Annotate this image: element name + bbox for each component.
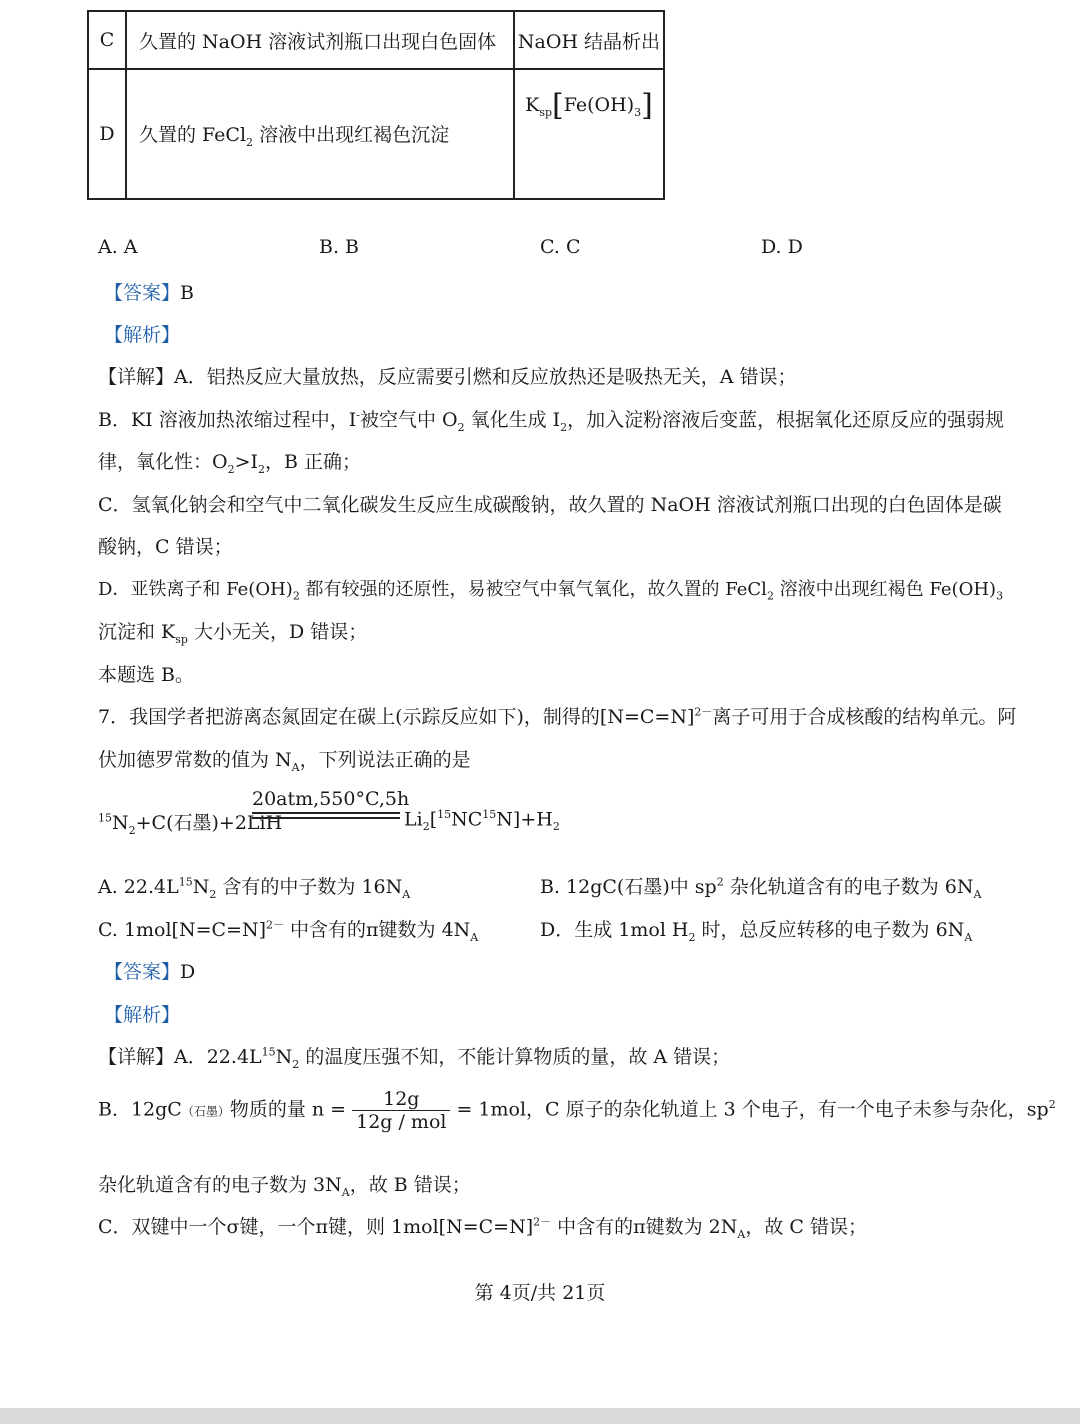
q7-choice-b <box>540 872 981 901</box>
bracket: [ <box>552 88 564 123</box>
text: N <box>192 876 210 898</box>
text: C. 1mol[N=C=N] <box>98 919 267 941</box>
answer-tag: 【答案】 <box>104 282 181 304</box>
text: 中含有的π键数为 2N <box>551 1216 738 1238</box>
detail-b-line2 <box>98 447 361 476</box>
row-explanation: NaOH 结晶析出 <box>514 11 664 69</box>
q7-stem-line1 <box>98 702 1016 729</box>
text: 氧化生成 I <box>464 409 561 431</box>
text: N <box>275 1046 293 1068</box>
subscript: 2 <box>688 930 696 944</box>
row-phenomenon: 久置的 NaOH 溶液试剂瓶口出现白色固体 <box>126 11 514 69</box>
text: +C(石墨)+2LiH <box>135 812 283 834</box>
text: ，B 正确； <box>265 451 362 473</box>
subscript: sp <box>539 105 553 119</box>
fraction-denominator: 12g / mol <box>356 1111 447 1133</box>
text: ，加入淀粉溶液后变蓝，根据氧化还原反应的强弱规 <box>567 409 1005 431</box>
subscript: 2 <box>422 820 430 834</box>
row-letter: D <box>88 69 126 199</box>
detail-b-line1 <box>98 405 1004 434</box>
text: ，故 B 错误； <box>349 1174 471 1196</box>
answer-tag: 【答案】 <box>104 961 181 983</box>
detail-a: 【详解】A．铝热反应大量放热，反应需要引燃和反应放热还是吸热无关，A 错误； <box>98 366 797 388</box>
subscript: A <box>737 1227 746 1241</box>
text: Fe <box>563 94 588 116</box>
text: 杂化轨道含有的电子数为 3N <box>98 1174 342 1196</box>
q7-choice-a <box>98 872 410 901</box>
subscript: 3 <box>634 105 642 119</box>
text: 的温度压强不知，不能计算物质的量，故 A 错误； <box>299 1046 731 1068</box>
q7-detail-b-line2 <box>98 1170 471 1199</box>
subscript: A <box>973 887 982 901</box>
superscript: - <box>356 408 360 422</box>
text: 溶液中出现红褐色沉淀 <box>253 123 450 146</box>
q7-analysis-tag: 【解析】 <box>104 1004 181 1026</box>
superscript: 2－ <box>694 705 713 719</box>
text: D．生成 1mol H <box>540 919 689 941</box>
text: 中含有的π键数为 4N <box>284 919 471 941</box>
subscript: 2 <box>258 462 266 476</box>
text: A. 22.4L <box>98 876 179 898</box>
text: C．双键中一个σ键，一个π键，则 1mol[N=C=N] <box>98 1216 534 1238</box>
subscript: sp <box>175 632 188 646</box>
subscript: 2 <box>766 589 774 603</box>
fraction <box>352 1088 450 1133</box>
page-edge <box>0 1408 1080 1424</box>
text: 含有的中子数为 16N <box>216 876 403 898</box>
q7-detail-c <box>98 1212 867 1241</box>
subscript: 2 <box>227 462 235 476</box>
q7-stem-line2 <box>98 745 471 774</box>
subscript: 2 <box>560 420 568 434</box>
subscript: A <box>402 887 411 901</box>
subscript: 2 <box>292 1057 300 1071</box>
superscript: 15 <box>482 808 497 821</box>
answer-value: B <box>180 282 194 304</box>
text: 久置的 FeCl <box>139 123 247 146</box>
row-explanation <box>514 69 664 199</box>
text: >I <box>234 451 259 473</box>
text: B. 12gC(石墨)中 sp <box>540 876 717 898</box>
choice-c: C. C <box>540 236 581 258</box>
row-phenomenon <box>126 69 514 199</box>
subscript: 2 <box>457 420 465 434</box>
q7-choice-c <box>98 915 478 944</box>
superscript: 15 <box>261 1045 276 1059</box>
text: ，下列说法正确的是 <box>299 749 471 771</box>
text: 【详解】A．22.4L <box>98 1046 262 1068</box>
table-row <box>88 11 664 69</box>
text: 大小无关，D 错误； <box>187 621 368 643</box>
detail-c-line1: C．氢氧化钠会和空气中二氧化碳发生反应生成碳酸钠，故久置的 NaOH 溶液试剂瓶口出现的白色固体是碳 <box>98 494 1002 516</box>
choice-b: B. B <box>319 236 360 258</box>
text: N]+H <box>496 808 553 831</box>
text: 沉淀和 K <box>98 621 176 643</box>
text: B．12gC <box>98 1098 182 1121</box>
superscript: 2－ <box>533 1215 552 1229</box>
subscript: A <box>470 930 479 944</box>
text: D．亚铁离子和 Fe(OH) <box>98 579 293 600</box>
superscript: 15 <box>98 811 112 825</box>
q7-detail-a <box>98 1042 730 1071</box>
text: 7．我国学者把游离态氮固定在碳上(示踪反应如下)，制得的[N=C=N] <box>98 706 695 728</box>
double-line <box>252 812 400 819</box>
text: 都有较强的还原性，易被空气中氧气氧化，故久置的 FeCl <box>299 579 767 600</box>
superscript: 15 <box>437 808 452 821</box>
detail-d-line2 <box>98 617 367 646</box>
text: = 1mol，C 原子的杂化轨道上 3 个电子，有一个电子未参与杂化，sp <box>456 1098 1049 1121</box>
text: N <box>112 812 129 834</box>
text: 伏加德罗常数的值为 N <box>98 749 292 771</box>
page-footer: 第 4页/共 21页 <box>474 1282 606 1304</box>
row-letter: C <box>88 11 126 69</box>
text: 离子可用于合成核酸的结构单元。阿 <box>712 706 1017 728</box>
conclusion: 本题选 B。 <box>98 664 195 686</box>
answer-value: D <box>180 961 196 983</box>
text: ，故 C 错误； <box>745 1216 867 1238</box>
text: (OH) <box>587 94 635 116</box>
table-row <box>88 69 664 199</box>
subscript: A <box>964 930 973 944</box>
text: 被空气中 O <box>359 409 458 431</box>
fraction-numerator: 12g <box>352 1088 450 1111</box>
detail-d-line1 <box>98 575 1003 603</box>
equation-right <box>404 808 560 833</box>
subscript: 2 <box>246 135 254 149</box>
options-table <box>87 10 665 200</box>
small-text: （石墨） <box>181 1104 230 1119</box>
text: 时，总反应转移的电子数为 6N <box>695 919 965 941</box>
text: B．KI 溶液加热浓缩过程中，I <box>98 409 357 431</box>
choice-d: D. D <box>761 236 803 258</box>
text: K <box>525 94 540 116</box>
superscript: 2 <box>1048 1098 1056 1112</box>
subscript: 2 <box>209 887 217 901</box>
q7-answer-line <box>104 957 195 984</box>
text: NC <box>451 808 483 831</box>
subscript: 2 <box>128 823 136 837</box>
answer-line <box>104 278 194 305</box>
q7-choice-d <box>540 915 972 944</box>
text: 物质的量 n = <box>229 1098 347 1121</box>
superscript: 15 <box>178 875 193 889</box>
subscript: A <box>291 760 300 774</box>
choice-a: A. A <box>98 236 138 258</box>
bracket: ] <box>641 88 653 123</box>
text: 溶液中出现红褐色 Fe(OH) <box>773 579 997 600</box>
subscript: 2 <box>292 589 300 603</box>
superscript: 2 <box>716 875 724 889</box>
analysis-tag: 【解析】 <box>104 324 181 346</box>
subscript: 2 <box>552 820 560 834</box>
reaction-condition: 20atm,550°C,5h <box>252 788 410 810</box>
text: [ <box>429 808 438 831</box>
text: Li <box>404 808 423 831</box>
subscript: A <box>341 1185 350 1199</box>
q7-detail-b-line1 <box>98 1088 1056 1133</box>
detail-c-line2: 酸钠，C 错误； <box>98 536 233 558</box>
reaction-arrow <box>252 788 410 819</box>
text: 杂化轨道含有的电子数为 6N <box>723 876 974 898</box>
text: 律，氧化性：O <box>98 451 228 473</box>
subscript: 3 <box>996 589 1004 603</box>
superscript: 2－ <box>266 918 285 932</box>
